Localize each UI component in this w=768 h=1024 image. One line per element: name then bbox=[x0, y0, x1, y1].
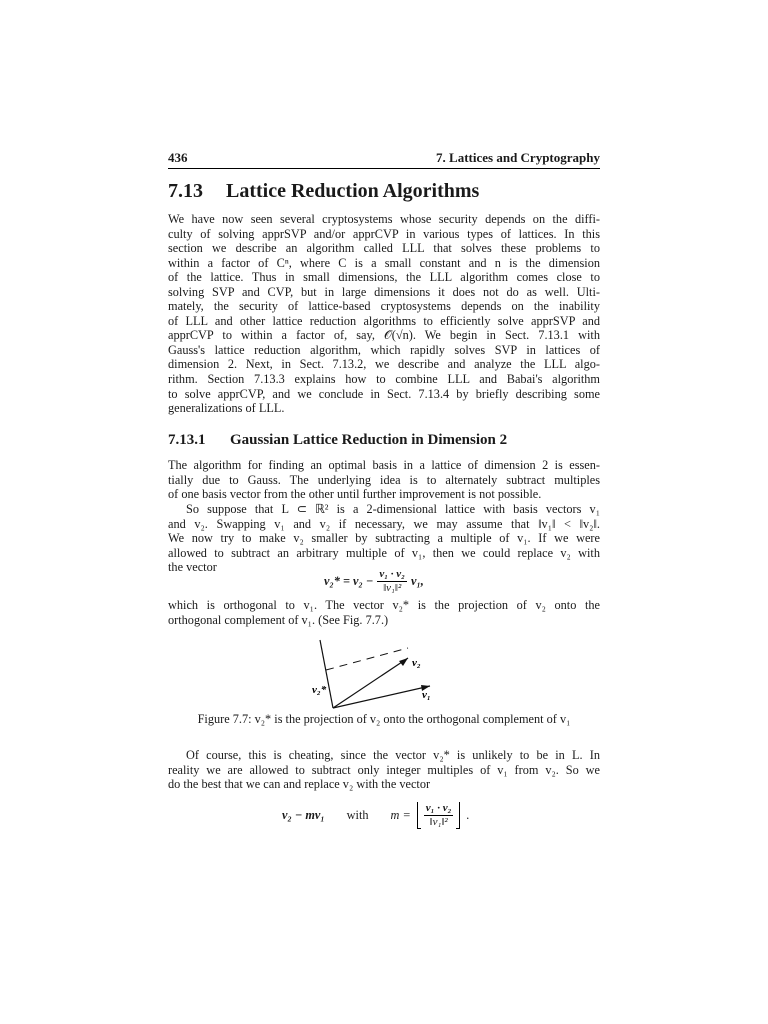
gauss-paragraph bbox=[168, 458, 600, 502]
text-line: section we describe an algorithm called LLL that solves these problems to bbox=[168, 241, 600, 256]
section-heading bbox=[168, 180, 479, 203]
fraction bbox=[421, 802, 457, 829]
v2-arrowhead bbox=[399, 658, 408, 666]
text-line: So suppose that L ⊂ ℝ² is a 2-dimensional lattice with basis vectors v₁ bbox=[186, 502, 600, 516]
running-header bbox=[168, 150, 600, 166]
fraction-denominator: ‖v₁‖² bbox=[383, 582, 402, 594]
orthogonal-paragraph bbox=[168, 598, 600, 627]
projection-figure bbox=[300, 636, 460, 716]
text-line: solving SVP and CVP, but in large dimensions it does not do as well. Ulti- bbox=[168, 284, 600, 299]
fraction-numerator: v₁ · v₂ bbox=[379, 568, 406, 580]
equation-tail: v₁, bbox=[411, 574, 424, 588]
text-line: generalizations of LLL. bbox=[168, 401, 285, 416]
text-line: Gauss's lattice reduction algorithm, which rapidly solves SVP in lattices of bbox=[168, 342, 600, 357]
text-line: Of course, this is cheating, since the vector v₂* is unlikely to be in L. In bbox=[186, 748, 600, 762]
page-number: 436 bbox=[168, 150, 188, 165]
text-line: apprCVP to within a factor of, say, 𝒪(√n). We begin in Sect. 7.13.1 with bbox=[168, 328, 600, 343]
text-line: orthogonal complement of v₁. (See Fig. 7.7.) bbox=[168, 612, 389, 627]
section-title: Lattice Reduction Algorithms bbox=[226, 180, 480, 202]
text-line: mately, the security of lattice-based cryptosystems depends on the inability bbox=[168, 299, 600, 314]
fraction-denominator: ‖v₁‖² bbox=[429, 816, 448, 828]
text-line: rithm. Section 7.13.3 explains how to combine LLL and Babai's algorithm bbox=[168, 372, 600, 387]
text-line: of LLL and other lattice reduction algorithms to efficiently solve apprSVP and bbox=[168, 313, 600, 328]
suppose-paragraph bbox=[168, 502, 600, 575]
text-line: The algorithm for finding an optimal basis in a lattice of dimension 2 is essen- bbox=[168, 458, 600, 472]
text-line: within a factor of Cⁿ, where C is a small constant and n is the dimension bbox=[168, 255, 600, 270]
subsection-heading bbox=[168, 432, 507, 449]
subsection-number: 7.13.1 bbox=[168, 432, 206, 448]
subsection-title: Gaussian Lattice Reduction in Dimension 2 bbox=[230, 432, 508, 448]
equation-lhs: v₂* = v₂ − bbox=[324, 574, 374, 588]
header-rule bbox=[168, 168, 600, 169]
chapter-title: 7. Lattices and Cryptography bbox=[436, 150, 600, 165]
text-line: which is orthogonal to v₁. The vector v₂* is the projection of v₂ onto the bbox=[168, 598, 600, 612]
v1-vector bbox=[333, 686, 430, 708]
text-line: the vector bbox=[168, 560, 217, 575]
equation-with: with bbox=[346, 808, 369, 822]
projection-equation bbox=[324, 568, 424, 595]
cheating-paragraph bbox=[168, 748, 600, 792]
text-line: of the lattice. Thus in small dimensions, the LLL algorithm comes close to bbox=[168, 270, 600, 285]
equation-m: m = bbox=[390, 808, 411, 822]
text-line: of one basis vector from the other until further improvement is not possible. bbox=[168, 487, 542, 502]
text-line: do the best that we can and replace v₂ with the vector bbox=[168, 777, 431, 792]
figure-caption: Figure 7.7: v₂* is the projection of v₂ onto the orthogonal complement of v₁ bbox=[197, 712, 571, 726]
v1-label: v₁ bbox=[422, 689, 431, 701]
text-line: We have now seen several cryptosystems whose security depends on the diffi- bbox=[168, 212, 600, 226]
equation-lhs: v₂ − mv₁ bbox=[282, 808, 325, 822]
equation-tail: . bbox=[466, 808, 470, 822]
text-line: tially due to Gauss. The underlying idea is to alternately subtract multiples bbox=[168, 472, 600, 487]
text-line: We now try to make v₂ smaller by subtracting a multiple of v₁. If we were bbox=[168, 531, 600, 546]
section-number: 7.13 bbox=[168, 180, 203, 202]
floor-bracket bbox=[417, 802, 461, 829]
v2-star-label: v₂* bbox=[312, 684, 327, 696]
fraction bbox=[377, 568, 407, 595]
fraction-numerator: v₁ · v₂ bbox=[425, 802, 452, 814]
text-line: and v₂. Swapping v₁ and v₂ if necessary, we may assume that ‖v₁‖ < ‖v₂‖. bbox=[168, 516, 600, 531]
text-line: to solve apprCVP, and we conclude in Sect. 7.13.4 by briefly describing some bbox=[168, 386, 600, 401]
v2-label: v₂ bbox=[412, 657, 421, 669]
v2-star-vector bbox=[320, 640, 333, 708]
text-line: reality we are allowed to subtract only integer multiples of v₁ from v₂. So we bbox=[168, 762, 600, 777]
intro-paragraph bbox=[168, 212, 600, 416]
text-line: dimension 2. Next, in Sect. 7.13.2, we describe and analyze the LLL algo- bbox=[168, 357, 600, 372]
text-line: allowed to subtract an arbitrary multiple of v₁, then we could replace v₂ with bbox=[168, 545, 600, 560]
rounding-equation bbox=[282, 802, 470, 829]
text-line: culty of solving apprSVP and/or apprCVP in various types of lattices. In this bbox=[168, 226, 600, 241]
